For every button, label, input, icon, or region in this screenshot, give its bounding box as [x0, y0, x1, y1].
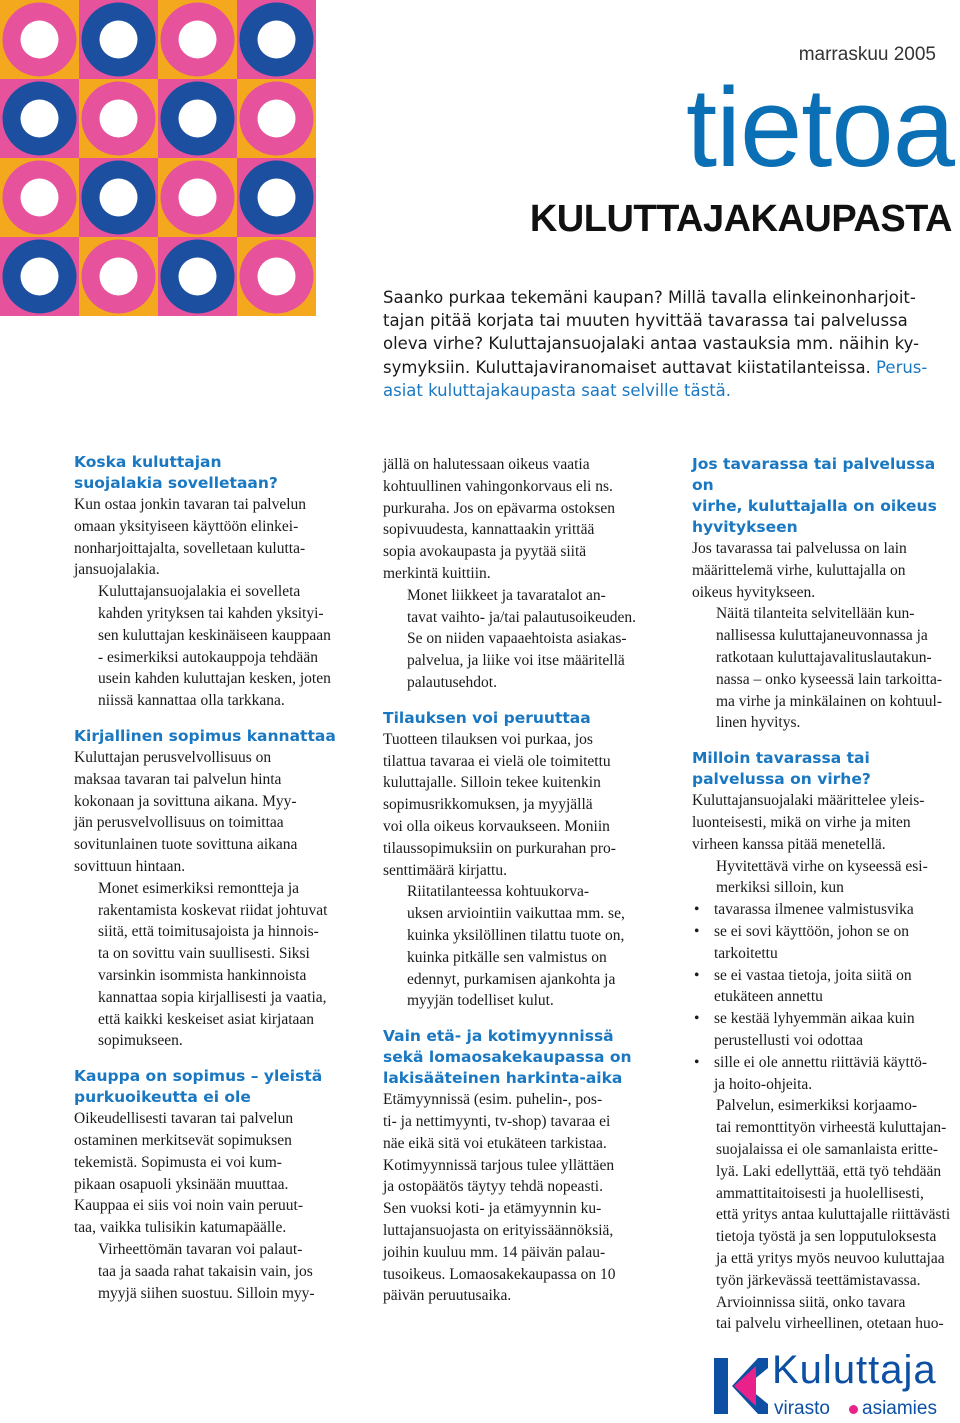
- kuluttajavirasto-logo: [712, 1348, 952, 1419]
- pattern-center: [179, 21, 217, 59]
- text-line: tai remonttityön virheestä kuluttajan-: [716, 1119, 947, 1137]
- page-subtitle: KULUTTAJAKAUPASTA: [529, 198, 952, 240]
- text-line: taa ja saada rahat takaisin vain, jos: [98, 1262, 313, 1280]
- text-line: Etämyynnissä (esim. puhelin-, pos-: [383, 1091, 603, 1109]
- text-line: luttajansuojasta on erityissäännöksiä,: [383, 1221, 614, 1239]
- intro-line: Saanko purkaa tekemäni kaupan? Millä tavalla elinkeinonharjoit-: [383, 288, 916, 307]
- heading-line: hyvitykseen: [692, 518, 798, 536]
- logo-symbol-icon: [712, 1354, 768, 1418]
- text-line: varsinkin isommista hankinnoista: [98, 966, 307, 984]
- text-line: tietoja työstä ja sen lopputuloksesta: [716, 1228, 937, 1246]
- text-line: • se kestää lyhyemmän aikaa kuin: [714, 1010, 915, 1028]
- text-line: päivän peruutusaika.: [383, 1287, 512, 1305]
- text-line: tilaussopimuksiin on purkurahan pro-: [383, 839, 616, 857]
- text-line: jällä on halutessaan oikeus vaatia: [383, 456, 590, 473]
- text-line: sen kuluttajan keskinäiseen kauppaan: [98, 626, 331, 644]
- text-line: kuluttajalle. Silloin tekee kuitenkin: [383, 774, 601, 792]
- text-line: nallisessa kuluttajaneuvonnassa ja: [716, 627, 928, 645]
- text-line: Arvioinnissa siitä, onko tavara: [716, 1293, 906, 1311]
- text-line: tarkoitettu: [714, 944, 778, 962]
- text-line: Kotimyynnissä tarjous tulee yllättäen: [383, 1156, 615, 1174]
- text-line: tai palvelu virheellinen, otetaan huo-: [716, 1315, 944, 1333]
- pattern-center: [258, 100, 296, 138]
- text-line: Se on niiden vapaaehtoista asiakas-: [407, 630, 627, 648]
- intro-line: asiat kuluttajakaupasta saat selville tästä.: [383, 380, 732, 400]
- text-line: Kauppaa ei siis voi noin vain peruut-: [74, 1197, 304, 1215]
- decorative-circle-pattern: [0, 0, 316, 316]
- text-line: omaan yksityiseen käyttöön elinkei-: [74, 517, 299, 535]
- text-line: taa, vaikka tulisikin katumapäälle.: [74, 1219, 287, 1237]
- text-line: senttimäärä kirjattu.: [383, 861, 507, 879]
- paragraph: [74, 581, 346, 712]
- text-line: uksen arviointiin vaikuttaa mm. se,: [407, 905, 625, 923]
- heading-line: suojalakia sovelletaan?: [74, 474, 278, 492]
- section-heading: [692, 748, 960, 790]
- text-line: ratkotaan kuluttajavalituslautakun-: [716, 648, 932, 666]
- heading-line: sekä lomaosakekaupassa on: [383, 1048, 632, 1067]
- paragraph: [692, 603, 960, 734]
- paragraph: [383, 1089, 655, 1307]
- heading-line: Kauppa on sopimus – yleistä: [74, 1067, 323, 1086]
- text-line: siitä, että toimitusajoista ja hinnois-: [98, 923, 319, 941]
- text-line: usein kahden kuluttajan kesken, joten: [98, 670, 331, 688]
- paragraph: [74, 494, 346, 581]
- pattern-center: [258, 21, 296, 59]
- heading-line: Vain etä- ja kotimyynnissä: [383, 1027, 614, 1046]
- text-line: kohtuullinen vahingonkorvaus eli ns.: [383, 477, 613, 495]
- heading-line: lakisääteinen harkinta-aika: [383, 1069, 623, 1088]
- paragraph: [74, 1239, 346, 1304]
- heading-line: Koska kuluttajan: [74, 453, 222, 471]
- paragraph: [692, 1095, 960, 1291]
- heading-line: palvelussa on virhe?: [692, 770, 871, 789]
- text-line: niissä kannattaa olla tarkkana.: [98, 692, 285, 710]
- text-line: Jos tavarassa tai palvelussa on lain: [692, 540, 907, 557]
- text-line: ostaminen merkitsevät sopimuksen: [74, 1131, 292, 1149]
- pattern-center: [179, 258, 217, 296]
- text-line: Monet liikkeet ja tavaratalot an-: [407, 586, 606, 604]
- text-line: kahden yrityksen tai kahden yksityi-: [98, 604, 324, 622]
- pattern-center: [258, 179, 296, 217]
- text-line: pikaan osapuoli yksinään muuttaa.: [74, 1175, 289, 1193]
- paragraph: [74, 1108, 346, 1239]
- intro-paragraph: [383, 286, 960, 402]
- list-item: [692, 899, 960, 921]
- pattern-center: [100, 21, 138, 59]
- text-line: Virheettömän tavaran voi palaut-: [98, 1240, 303, 1258]
- text-line: tavat vaihto- ja/tai palautusoikeuden.: [407, 608, 636, 626]
- text-line: ta on sovittu vain suullisesti. Siksi: [98, 945, 310, 963]
- paragraph: [692, 538, 960, 603]
- pattern-center: [100, 100, 138, 138]
- text-line: Hyvitettävä virhe on kyseessä esi-: [716, 857, 928, 875]
- text-line: Riitatilanteessa kohtuukorva-: [407, 883, 590, 901]
- text-line: nassa – onko kyseessä lain tarkoitta-: [716, 670, 942, 688]
- text-line: kokonaan ja sovittuna aikana. Myy-: [74, 792, 297, 810]
- list-item: [692, 1008, 960, 1052]
- text-line: ja että yritys myös neuvoo kuluttajaa: [716, 1249, 945, 1267]
- section-heading: [383, 1026, 655, 1089]
- text-line: kuinka pitkälle sen valmistus on: [407, 948, 607, 966]
- text-line: voi olla oikeus korvaukseen. Moniin: [383, 817, 610, 835]
- section-heading: [692, 454, 960, 538]
- text-line: Palvelun, esimerkiksi korjaamo-: [716, 1097, 918, 1115]
- issue-date: marraskuu 2005: [798, 44, 936, 65]
- pattern-center: [21, 258, 59, 296]
- text-line: kuinka yksilöllinen tilattu tuote on,: [407, 926, 625, 944]
- text-line: oikeus hyvitykseen.: [692, 583, 816, 601]
- text-line: jansuojalakia.: [74, 561, 160, 579]
- pattern-center: [21, 179, 59, 217]
- text-line: myyjä siihen suostuu. Silloin myy-: [98, 1284, 315, 1302]
- logo-word: virasto: [774, 1398, 830, 1419]
- section-heading: Tilauksen voi peruuttaa: [383, 708, 591, 727]
- list-item: [692, 965, 960, 1009]
- text-line: sopimusrikkomuksen, ja myyjällä: [383, 796, 593, 814]
- paragraph: [74, 747, 346, 878]
- text-line: perustellusti voi odottaa: [714, 1031, 863, 1049]
- text-line: jän perusvelvollisuus on toimittaa: [74, 814, 284, 832]
- text-line: että kaikki keskeiset asiat kirjataan: [98, 1010, 315, 1028]
- pattern-center: [21, 21, 59, 59]
- logo-word: asiamies: [862, 1398, 937, 1419]
- column-2: [383, 454, 655, 1307]
- text-line: edennyt, purkamisen ajankohta ja: [407, 970, 616, 988]
- text-line: joihin kuuluu mm. 14 päivän palau-: [383, 1243, 606, 1261]
- text-line: määrittelemä virhe, kuluttajalla on: [692, 561, 906, 579]
- text-line: luonteisesti, mikä on virhe ja miten: [692, 813, 911, 831]
- intro-line: oleva virhe? Kuluttajansuojalaki antaa vastauksia mm. näihin ky-: [383, 334, 920, 354]
- heading-line: Jos tavarassa tai palvelussa on: [692, 455, 936, 494]
- paragraph: [383, 454, 655, 585]
- paragraph: [692, 856, 960, 900]
- text-line: ja ostopäätös täytyy tehdä nopeasti.: [383, 1178, 603, 1196]
- text-line: - esimerkiksi autokauppoja tehdään: [98, 648, 318, 666]
- text-line: purkuraha. Jos on epävarma ostoksen: [383, 499, 616, 517]
- text-line: sopia avokaupasta ja pyytää siitä: [383, 543, 587, 561]
- pattern-center: [21, 100, 59, 138]
- text-line: Oikeudellisesti tavaran tai palvelun: [74, 1110, 294, 1128]
- intro-line-part: symyksiin. Kuluttajaviranomaiset auttavat kiistatilanteissa.: [383, 357, 871, 377]
- text-line: maksaa tavaran tai palvelun hinta: [74, 770, 282, 788]
- text-line: • se ei vastaa tietoja, joita siitä on: [714, 966, 912, 984]
- pattern-center: [179, 179, 217, 217]
- text-line: tusoikeus. Lomaosakekaupassa on 10: [383, 1265, 616, 1283]
- text-line: Tuotteen tilauksen voi purkaa, jos: [383, 730, 593, 748]
- paragraph: [383, 729, 655, 882]
- text-line: • sille ei ole annettu riittäviä käyttö-: [714, 1053, 928, 1071]
- text-line: Näitä tilanteita selvitellään kun-: [716, 605, 915, 623]
- text-line: tilattua tavaraa ei vielä ole toimitettu: [383, 752, 611, 770]
- heading-line: Milloin tavarassa tai: [692, 749, 870, 768]
- text-line: lyä. Laki edellyttää, että työ tehdään: [716, 1162, 942, 1180]
- text-line: Kuluttajansuojalaki määrittelee yleis-: [692, 792, 925, 810]
- paragraph: [74, 878, 346, 1052]
- heading-line: virhe, kuluttajalla on oikeus: [692, 497, 937, 515]
- text-line: että yritys antaa kuluttajalle riittävästi: [716, 1206, 951, 1224]
- text-line: palvelua, ja liike voi itse määritellä: [407, 652, 625, 670]
- text-line: • se ei sovi käyttöön, johon se on: [714, 922, 910, 940]
- intro-line: [383, 356, 960, 379]
- column-1: [74, 452, 346, 1304]
- pattern-center: [100, 258, 138, 296]
- text-line: myyjän todelliset kulut.: [407, 992, 554, 1010]
- heading-line: purkuoikeutta ei ole: [74, 1088, 251, 1107]
- paragraph: [692, 1292, 960, 1336]
- pattern-center: [100, 179, 138, 217]
- paragraph: [692, 790, 960, 855]
- brand-title: tietoa: [686, 65, 954, 190]
- text-line: työn järkevässä teettämistavassa.: [716, 1271, 921, 1289]
- text-line: etukäteen annettu: [714, 988, 823, 1006]
- text-line: ti- ja nettimyynti, tv-shop) tavaraa ei: [383, 1112, 611, 1130]
- column-3: [692, 454, 960, 1335]
- text-line: Sen vuoksi koti- ja etämyynnin ku-: [383, 1200, 602, 1218]
- pattern-center: [179, 100, 217, 138]
- text-line: näe eikä sitä voi etukäteen tarkistaa.: [383, 1134, 607, 1152]
- text-line: ja hoito-ohjeita.: [714, 1075, 813, 1093]
- section-heading: [74, 452, 346, 494]
- text-line: tekemistä. Sopimusta ei voi kum-: [74, 1153, 282, 1171]
- text-line: merkintä kuittiin.: [383, 564, 491, 582]
- section-heading: [74, 1066, 346, 1108]
- text-line: Kuluttajan perusvelvollisuus on: [74, 748, 272, 766]
- logo-name: Kuluttaja: [772, 1348, 937, 1392]
- text-line: Kun ostaa jonkin tavaran tai palvelun: [74, 496, 307, 513]
- section-heading: Kirjallinen sopimus kannattaa: [74, 726, 336, 745]
- text-line: ma virhe ja minkälainen on kohtuul-: [716, 692, 942, 710]
- text-line: virheen kanssa pitää menetellä.: [692, 835, 886, 853]
- text-line: rakentamista koskevat riidat johtuvat: [98, 901, 328, 919]
- pattern-center: [258, 258, 296, 296]
- text-line: Kuluttajansuojalakia ei sovelleta: [98, 583, 301, 601]
- text-line: Monet esimerkiksi remontteja ja: [98, 879, 300, 897]
- paragraph: [383, 585, 655, 694]
- text-line: palautusehdot.: [407, 673, 497, 691]
- logo-dot-icon: [849, 1405, 858, 1414]
- text-line: nonharjoittajalta, sovelletaan kulutta-: [74, 539, 306, 557]
- text-line: sovittuun hintaan.: [74, 857, 186, 875]
- text-line: • tavarassa ilmenee valmistusvika: [714, 901, 914, 919]
- intro-line-part: Perus-: [870, 357, 928, 377]
- text-line: sopimukseen.: [98, 1032, 183, 1050]
- paragraph: [383, 881, 655, 1012]
- text-line: merkiksi silloin, kun: [716, 879, 844, 897]
- list-item: [692, 1052, 960, 1096]
- intro-line: tajan pitää korjata tai muuten hyvittää tavarassa tai palvelussa: [383, 311, 908, 331]
- text-line: sopivuudesta, kannattaakin yrittää: [383, 521, 595, 539]
- text-line: suojalaissa ei ole samanlaista eritte-: [716, 1140, 939, 1158]
- text-line: ammattitaitoisesti ja huolellisesti,: [716, 1184, 924, 1202]
- list-item: [692, 921, 960, 965]
- defect-criteria-list: [692, 899, 960, 1095]
- text-line: kannattaa sopia kirjallisesti ja vaatia,: [98, 988, 327, 1006]
- text-line: linen hyvitys.: [716, 714, 801, 732]
- text-line: sovitunlainen tuote sovittuna aikana: [74, 836, 298, 854]
